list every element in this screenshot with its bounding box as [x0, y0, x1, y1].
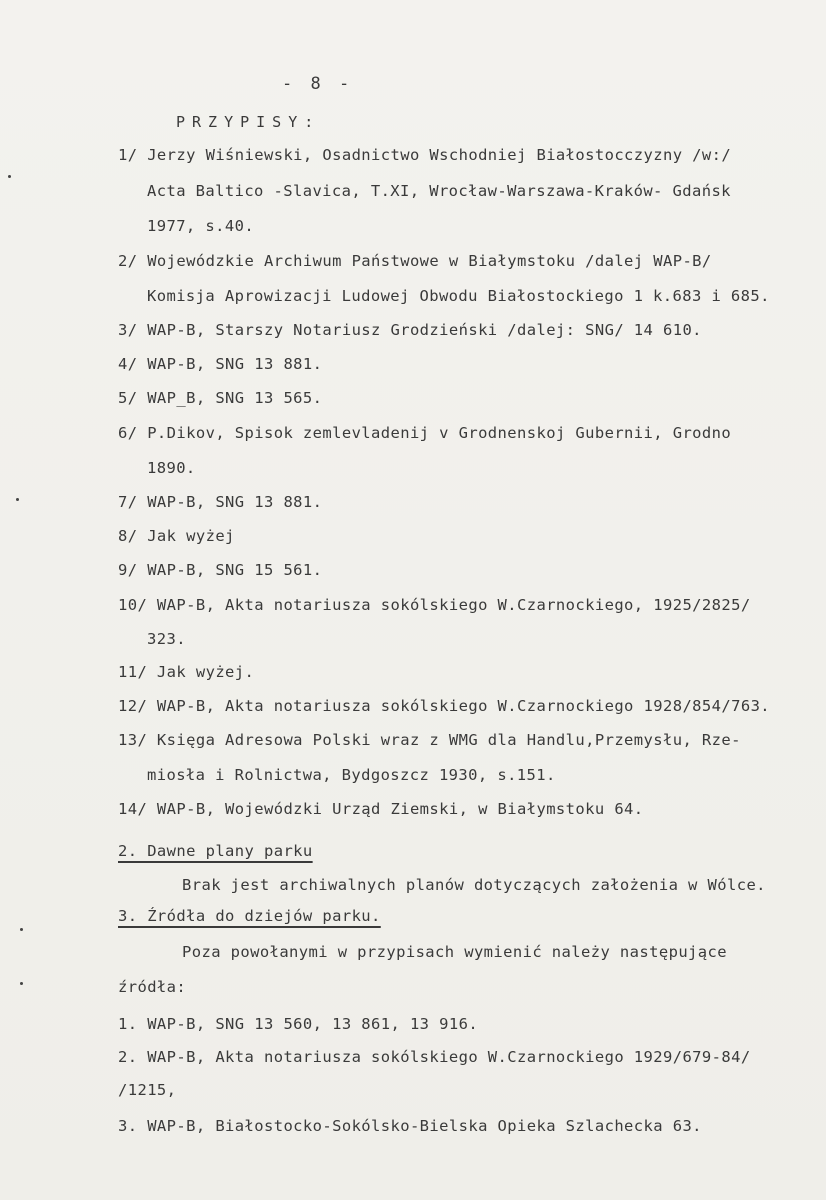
source-1: 1. WAP-B, SNG 13 560, 13 861, 13 916. — [118, 1015, 479, 1033]
footnote-11: 11/ Jak wyżej. — [118, 663, 255, 681]
footnote-3: 3/ WAP-B, Starszy Notariusz Grodzieński /dalej: SNG/ 14 610. — [118, 321, 702, 339]
footnote-2-line-2: Komisja Aprowizacji Ludowej Obwodu Białostockiego 1 k.683 i 685. — [147, 287, 770, 305]
footnote-14: 14/ WAP-B, Wojewódzki Urząd Ziemski, w Białymstoku 64. — [118, 800, 644, 818]
footnote-4: 4/ WAP-B, SNG 13 881. — [118, 355, 323, 373]
footnotes-heading: PRZYPISY: — [176, 113, 321, 131]
footnote-6-line-1: 6/ P.Dikov, Spisok zemlevladenij v Grodnenskoj Gubernii, Grodno — [118, 424, 732, 442]
footnote-5: 5/ WAP_B, SNG 13 565. — [118, 389, 323, 407]
footnote-8: 8/ Jak wyżej — [118, 527, 235, 545]
footnote-10-line-2: 323. — [147, 630, 186, 648]
section-2-heading: 2. Dawne plany parku — [118, 842, 313, 860]
section-3-intro-line-2: źródła: — [118, 978, 187, 996]
page-number: - 8 - — [282, 74, 354, 94]
footnote-9: 9/ WAP-B, SNG 15 561. — [118, 561, 323, 579]
margin-mark — [20, 928, 23, 931]
margin-mark — [20, 982, 23, 985]
footnote-1-line-1: 1/ Jerzy Wiśniewski, Osadnictwo Wschodniej Białostocczyzny /w:/ — [118, 146, 732, 164]
footnote-10-line-1: 10/ WAP-B, Akta notariusza sokólskiego W.Czarnockiego, 1925/2825/ — [118, 596, 751, 614]
source-2-line-1: 2. WAP-B, Akta notariusza sokólskiego W.Czarnockiego 1929/679-84/ — [118, 1048, 751, 1066]
footnote-6-line-2: 1890. — [147, 459, 196, 477]
footnote-13-line-1: 13/ Księga Adresowa Polski wraz z WMG dla Handlu,Przemysłu, Rze- — [118, 731, 741, 749]
source-3: 3. WAP-B, Białostocko-Sokólsko-Bielska Opieka Szlachecka 63. — [118, 1117, 702, 1135]
footnote-13-line-2: miosła i Rolnictwa, Bydgoszcz 1930, s.151. — [147, 766, 556, 784]
section-3-heading: 3. Źródła do dziejów parku. — [118, 907, 381, 925]
footnote-1-line-3: 1977, s.40. — [147, 217, 255, 235]
source-2-line-2: /1215, — [118, 1081, 177, 1099]
section-2-text: Brak jest archiwalnych planów dotyczących założenia w Wólce. — [182, 876, 766, 894]
footnote-12: 12/ WAP-B, Akta notariusza sokólskiego W.Czarnockiego 1928/854/763. — [118, 697, 771, 715]
footnote-2-line-1: 2/ Wojewódzkie Archiwum Państwowe w Białymstoku /dalej WAP-B/ — [118, 252, 712, 270]
margin-mark — [8, 175, 11, 178]
margin-mark — [16, 498, 19, 501]
footnote-7: 7/ WAP-B, SNG 13 881. — [118, 493, 323, 511]
section-3-intro-line-1: Poza powołanymi w przypisach wymienić należy następujące — [182, 943, 727, 961]
footnote-1-line-2: Acta Baltico -Slavica, T.XI, Wrocław-Warszawa-Kraków- Gdańsk — [147, 182, 731, 200]
